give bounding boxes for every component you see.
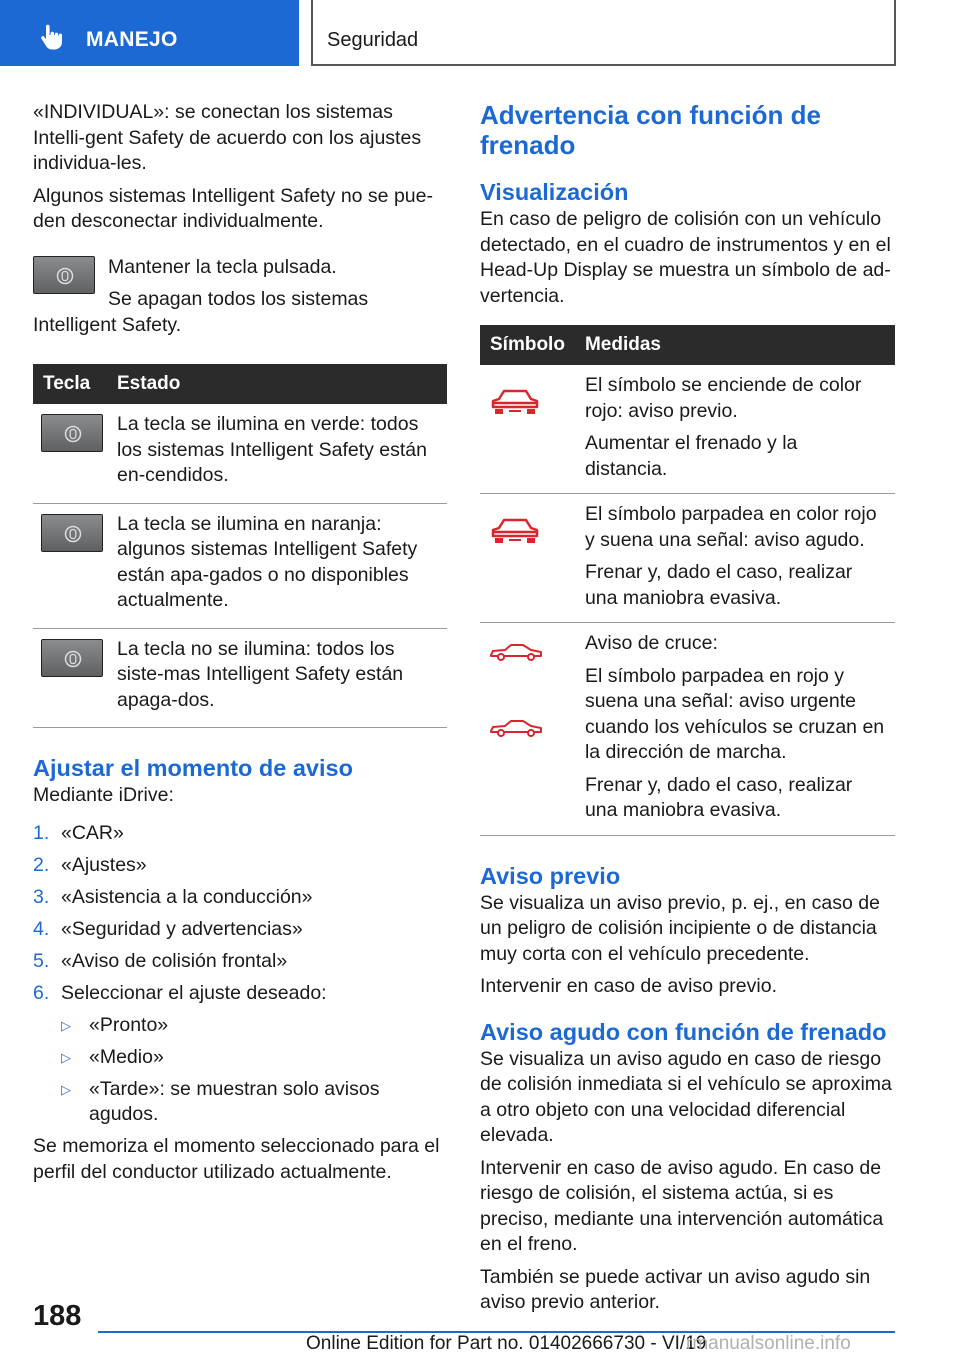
safety-shield-icon (64, 650, 82, 668)
list-item: ▷ «Medio» (61, 1045, 447, 1071)
list-item: 6. Seleccionar el ajuste deseado: (33, 981, 327, 1004)
table-row (33, 628, 447, 728)
paragraph-visualizacion: En caso de peligro de colisión con un vehículo detectado, en el cuadro de instrumentos y en el Head-Up Display se muestra un símbolo de ad-vertencia. (480, 208, 891, 307)
heading-aviso-previo: Aviso previo (480, 862, 621, 889)
car-warning-icon (489, 385, 541, 419)
button-instruction (33, 255, 447, 346)
paragraph-no-desconectar: Algunos sistemas Intelligent Safety no se pue-den desconectar individualmente. (33, 184, 433, 232)
steps-list (33, 821, 447, 1007)
paragraph-agudo-2: Intervenir en caso de aviso agudo. En caso de riesgo de colisión, el sistema actúa, si es preciso, mediante una intervención automática en el freno. (480, 1156, 884, 1255)
triangle-bullet-icon: ▷ (61, 1049, 71, 1065)
heading-advertencia: Advertencia con función de frenado (480, 100, 821, 160)
symbol-r3c: Frenar y, dado el caso, realizar una maniobra evasiva. (584, 773, 853, 821)
page-number: 188 (33, 1300, 82, 1332)
paragraph-se-apagan: Se apagan todos los sistemas Intelligent Safety. (33, 288, 369, 336)
section-title-box (311, 0, 896, 66)
safety-shield-icon (64, 425, 82, 443)
paragraph-previo-1: Se visualiza un aviso previo, p. ej., en caso de un peligro de colisión incipiente o de distancia muy corta con el vehículo precedente. (480, 891, 880, 965)
chapter-tab[interactable] (0, 0, 299, 66)
intelligent-safety-button-image (33, 256, 95, 294)
list-item: 4. «Seguridad y advertencias» (33, 917, 303, 940)
list-item: ▷ «Pronto» (61, 1013, 447, 1039)
list-item: 2. «Ajustes» (33, 853, 147, 876)
symbol-r1a: El símbolo se enciende de color rojo: aviso previo. (584, 374, 862, 422)
header-tecla: Tecla (33, 364, 107, 404)
list-item: 1. «CAR» (33, 821, 124, 844)
paragraph-previo-2: Intervenir en caso de aviso previo. (480, 975, 777, 997)
symbol-table (480, 325, 895, 836)
table-row (480, 365, 895, 494)
button-green-image (41, 414, 103, 452)
heading-aviso-agudo: Aviso agudo con función de frenado (480, 1018, 887, 1045)
right-column (480, 100, 895, 1323)
car-warning-icon (489, 514, 541, 548)
header-simbolo: Símbolo (480, 325, 575, 365)
state-orange: La tecla se ilumina en naranja: algunos sistemas Intelligent Safety están apa-gados o no disponibles actualmente. (107, 503, 447, 628)
list-item: 3. «Asistencia a la conducción» (33, 885, 313, 908)
list-item: ▷ «Tarde»: se muestran solo avisos agudos. (61, 1077, 447, 1128)
hand-pointer-icon (40, 24, 64, 50)
chapter-label: MANEJO (86, 28, 178, 51)
heading-visualizacion: Visualización (480, 179, 629, 205)
paragraph-individual: «INDIVIDUAL»: se conectan los sistemas Intelli-gent Safety de acuerdo con los ajustes individua-les. (33, 101, 422, 174)
paragraph-mediante: Mediante iDrive: (33, 784, 174, 806)
safety-shield-icon (64, 525, 82, 543)
left-column (33, 100, 447, 1192)
footer-edition: Online Edition for Part no. 01402666730 - VI/19 (306, 1333, 707, 1354)
table-row (33, 404, 447, 503)
button-off-image (41, 639, 103, 677)
state-off: La tecla no se ilumina: todos los siste-mas Intelligent Safety están apaga-dos. (107, 628, 447, 728)
list-item: 5. «Aviso de colisión frontal» (33, 949, 288, 972)
table-row (33, 503, 447, 628)
safety-shield-icon (56, 267, 74, 285)
symbol-r3b: El símbolo parpadea en rojo y suena una señal: aviso urgente cuando los vehículos se cruzan en la dirección de marcha. (584, 664, 885, 763)
table-row (480, 494, 895, 623)
symbol-r1b: Aumentar el frenado y la distancia. (584, 432, 798, 480)
table-header-row (33, 364, 447, 404)
paragraph-mantener: Mantener la tecla pulsada. (108, 255, 337, 278)
symbol-r3a: Aviso de cruce: (584, 632, 718, 654)
triangle-bullet-icon: ▷ (61, 1081, 71, 1097)
state-green: La tecla se ilumina en verde: todos los sistemas Intelligent Safety están en-cendidos. (107, 404, 447, 503)
table-row (480, 623, 895, 836)
symbol-r2b: Frenar y, dado el caso, realizar una maniobra evasiva. (584, 561, 853, 609)
page-header (0, 0, 960, 66)
symbol-r2a: El símbolo parpadea en color rojo y suena una señal: aviso agudo. (584, 503, 877, 551)
sub-options-list (61, 1013, 447, 1128)
crossing-car-icon (489, 717, 543, 739)
paragraph-agudo-3: También se puede activar un aviso agudo sin aviso previo anterior. (480, 1265, 871, 1313)
header-medidas: Medidas (575, 325, 895, 365)
header-estado: Estado (107, 364, 447, 404)
section-title: Seguridad (327, 29, 419, 51)
footer-watermark: rmanualsonline.info (686, 1333, 851, 1354)
paragraph-agudo-1: Se visualiza un aviso agudo en caso de riesgo de colisión inmediata si el vehículo se aproxima a otro objeto con una velocidad diferencial elevada. (480, 1047, 892, 1146)
triangle-bullet-icon: ▷ (61, 1017, 71, 1033)
table-header-row (480, 325, 895, 365)
heading-ajustar-momento: Ajustar el momento de aviso (33, 755, 353, 781)
button-orange-image (41, 514, 103, 552)
button-state-table (33, 364, 447, 728)
paragraph-memoriza: Se memoriza el momento seleccionado para el perfil del conductor utilizado actualmente. (33, 1135, 440, 1183)
crossing-car-icon (489, 641, 543, 663)
